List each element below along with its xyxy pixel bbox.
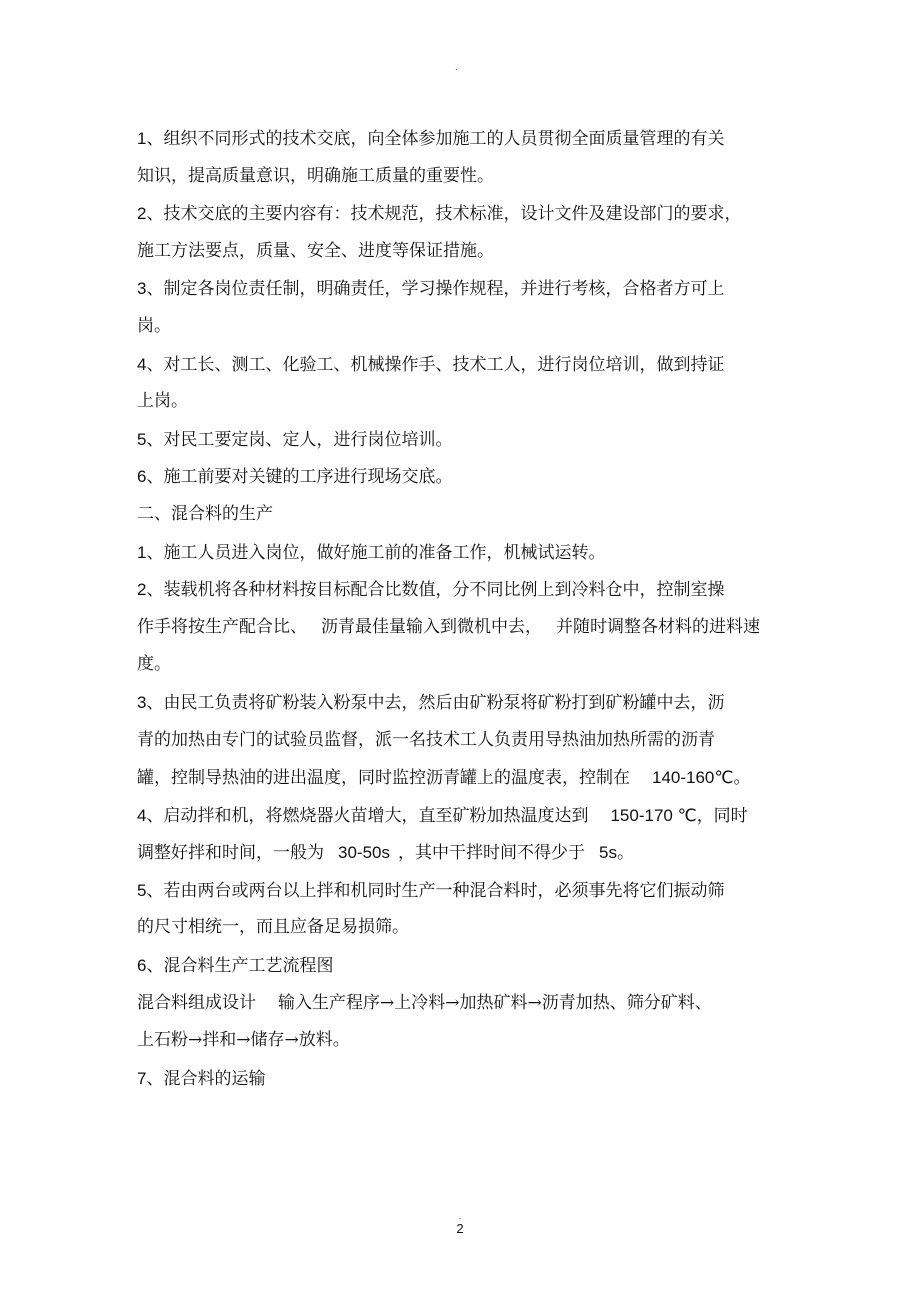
item-number: 4	[137, 354, 147, 374]
header-mark: .	[455, 62, 458, 73]
item-number: 1	[137, 129, 147, 148]
line-text-part: 沥青最佳量输入到微机中去，	[321, 616, 542, 637]
text-line	[137, 909, 787, 947]
text-line	[137, 834, 787, 872]
text-line	[137, 383, 787, 421]
text-line	[137, 646, 787, 684]
line-text-part: 输入生产程序→上冷料→加热矿料→沥青加热、筛分矿料、	[278, 992, 712, 1013]
item-number: 5	[137, 880, 147, 900]
item-number: 2	[137, 580, 147, 600]
line-text: 岗。	[137, 315, 171, 336]
text-line	[137, 985, 787, 1023]
text-line	[137, 534, 787, 572]
line-text: 、技术交底的主要内容有：技术规范，技术标准，设计文件及建设部门的要求，	[146, 204, 742, 225]
item-number: 3	[137, 692, 147, 712]
footer-mark: .	[458, 1211, 462, 1221]
line-text: 、制定各岗位责任制，明确责任，学习操作规程，并进行考核，合格者方可上	[146, 279, 725, 300]
line-text: 施工方法要点，质量、安全、进度等保证措施。	[137, 240, 494, 261]
line-text: 上石粉→拌和→储存→放料。	[137, 1030, 350, 1051]
line-text: 、对工长、测工、化验工、机械操作手、技术工人，进行岗位培训，做到持证	[146, 354, 725, 375]
text-line	[137, 759, 787, 797]
line-text-part: 、启动拌和机，将燃烧器火苗增大，直至矿粉加热温度达到	[146, 805, 589, 826]
line-text: 、由民工负责将矿粉装入粉泵中去，然后由矿粉泵将矿粉打到矿粉罐中去，沥	[146, 692, 725, 713]
line-text: 知识，提高质量意识，明确施工质量的重要性。	[137, 165, 494, 186]
temperature-value: 140-160℃	[652, 768, 734, 788]
item-number: 5	[137, 429, 147, 449]
text-line	[137, 195, 787, 233]
text-line	[137, 421, 787, 459]
text-line	[137, 120, 787, 158]
text-line	[137, 346, 787, 384]
text-line	[137, 571, 787, 609]
text-line	[137, 458, 787, 496]
text-line	[137, 270, 787, 308]
item-number: 3	[137, 279, 147, 299]
line-text: 、若由两台或两台以上拌和机同时生产一种混合料时，必须事先将它们振动筛	[146, 880, 725, 901]
text-line	[137, 684, 787, 722]
line-text-part: 混合料组成设计	[137, 992, 256, 1013]
text-line	[137, 722, 787, 760]
line-text-part: 。	[616, 843, 634, 864]
item-number: 1	[137, 542, 147, 562]
line-text: 上岗。	[137, 391, 188, 412]
item-number: 4	[137, 805, 147, 825]
page-number: 2	[456, 1221, 464, 1236]
text-line	[137, 609, 787, 647]
line-text-part: 调整好拌和时间，一般为	[137, 843, 324, 864]
duration-value: 30-50s	[338, 843, 390, 863]
line-text-part: 罐，控制导热油的进出温度，同时监控沥青罐上的温度表，控制在	[137, 768, 630, 789]
line-text-part: 并随时调整各材料的进料速	[556, 616, 760, 637]
item-number: 6	[137, 956, 147, 976]
line-text: 的尺寸相统一，而且应备足易损筛。	[137, 917, 409, 938]
line-text: 、装载机将各种材料按目标配合比数值，分不同比例上到冷料仓中，控制室操	[146, 580, 725, 601]
item-number: 7	[137, 1068, 147, 1088]
duration-value: 5s	[598, 843, 617, 863]
line-text: 度。	[137, 654, 171, 675]
line-text: 、组织不同形式的技术交底，向全体参加施工的人员贯彻全面质量管理的有关	[146, 129, 725, 149]
temperature-value: 150-170 ℃	[610, 805, 697, 825]
line-text: 、施工前要对关键的工序进行现场交底。	[146, 467, 453, 488]
page-footer	[0, 1212, 920, 1237]
section-title: 二、混合料的生产	[137, 503, 273, 524]
text-line	[137, 797, 787, 835]
line-text-part: 。	[733, 768, 751, 789]
section-heading	[137, 496, 787, 534]
line-text-part: 作手将按生产配合比、	[137, 616, 307, 637]
text-line	[137, 158, 787, 196]
text-line	[137, 233, 787, 271]
line-text: 、对民工要定岗、定人，进行岗位培训。	[146, 429, 453, 450]
text-line	[137, 872, 787, 910]
text-line	[137, 308, 787, 346]
text-line	[137, 947, 787, 985]
item-number: 6	[137, 467, 147, 487]
line-text: 青的加热由专门的试验员监督，派一名技术工人负责用导热油加热所需的沥青	[137, 729, 715, 750]
line-text-part: ，同时	[696, 805, 748, 826]
text-line	[137, 1022, 787, 1060]
item-number: 2	[137, 204, 147, 224]
line-text-part: ，其中干拌时间不得少于	[397, 843, 585, 864]
line-text: 、混合料的运输	[146, 1068, 266, 1089]
line-text: 、混合料生产工艺流程图	[146, 956, 334, 977]
text-line	[137, 1060, 787, 1098]
line-text: 、施工人员进入岗位，做好施工前的准备工作，机械试运转。	[146, 542, 606, 563]
document-body	[137, 120, 787, 1097]
